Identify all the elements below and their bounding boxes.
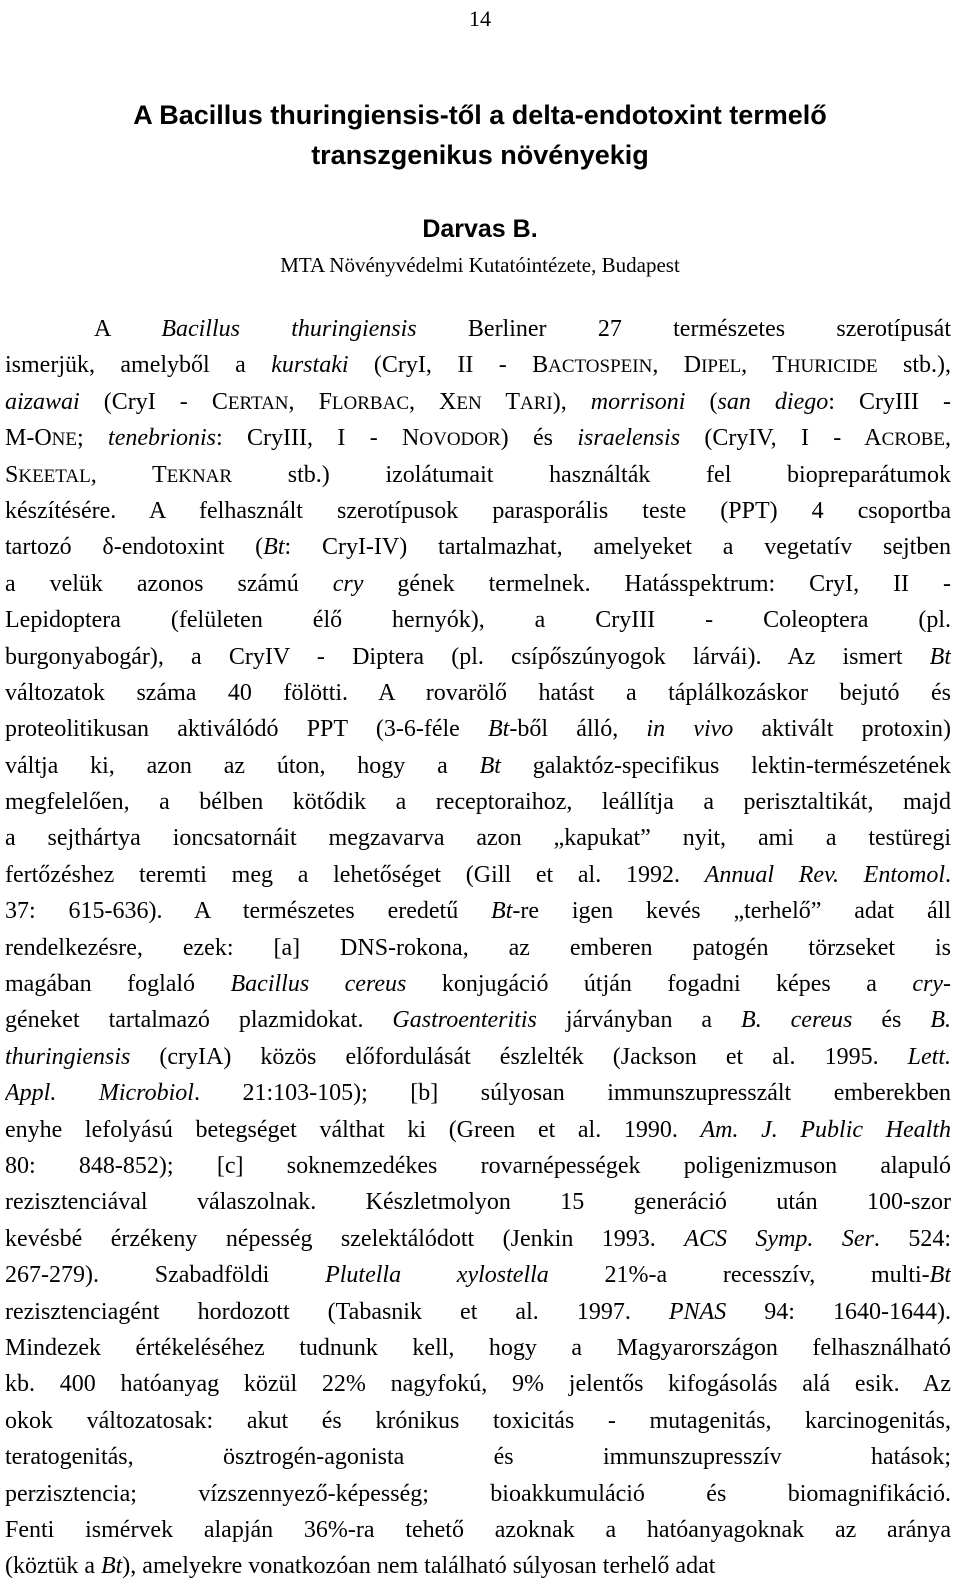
body-line: (köztük a Bt), amelyekre vonatkozóan nem található súlyosan terhelő adat xyxy=(5,1553,716,1580)
body-line: megfelelően, a bélben kötődik a receptoraihoz, leállítja a perisztaltikát, majd xyxy=(5,789,951,816)
body-line: 37: 615-636). A természetes eredetű Bt-re igen kevés „terhelő” adat áll xyxy=(5,898,951,925)
body-line: perzisztencia; vízszennyező-képesség; bioakkumuláció és biomagnifikáció. xyxy=(5,1480,951,1507)
body-line: kb. 400 hatóanyag közül 22% nagyfokú, 9% jelentős kifogásolás alá esik. Az xyxy=(5,1371,951,1398)
body-line: készítésére. A felhasznált szerotípusok parasporális teste (PPT) 4 csoportba xyxy=(5,497,951,524)
body-line: kevésbé érzékeny népesség szelektálódott (Jenkin 1993. ACS Symp. Ser. 524: xyxy=(5,1225,951,1252)
body-line: 80: 848-852); [c] soknemzedékes rovarnépességek poligenizmuson alapuló xyxy=(5,1152,951,1179)
title-line-1: A Bacillus thuringiensis-től a delta-endotoxint termelő xyxy=(133,100,827,130)
body-line: a velük azonos számú cry gének termelnek. Hatásspektrum: CryI, II - xyxy=(5,570,951,597)
body-line: váltja ki, azon az úton, hogy a Bt galaktóz-specifikus lektin-természetének xyxy=(5,752,951,779)
title-line-2: transzgenikus növényekig xyxy=(311,140,649,170)
affiliation: MTA Növényvédelmi Kutatóintézete, Budapest xyxy=(280,253,680,277)
body-line: rezisztenciagént hordozott (Tabasnik et al. 1997. PNAS 94: 1640-1644). xyxy=(5,1298,951,1325)
body-line: rezisztenciával válaszolnak. Készletmolyon 15 generáció után 100-szor xyxy=(5,1189,951,1216)
body-line: burgonyabogár), a CryIV - Diptera (pl. csípőszúnyogok lárvái). Az ismert Bt xyxy=(5,643,951,670)
body-line: M-ONE; tenebrionis: CryIII, I - NOVODOR) és israelensis (CryIV, I - ACROBE, xyxy=(5,425,951,452)
body-line: Fenti ismérvek alapján 36%-ra tehető azoknak a hatóanyagoknak az aránya xyxy=(5,1516,951,1543)
body-line: Appl. Microbiol. 21:103-105); [b] súlyosan immunszupresszált emberekben xyxy=(5,1080,951,1107)
body-paragraph xyxy=(5,311,951,1585)
body-line: ismerjük, amelyből a kurstaki (CryI, II - BACTOSPEIN, DIPEL, THURICIDE stb.), xyxy=(5,352,951,379)
body-line: SKEETAL, TEKNAR stb.) izolátumait használták fel biopreparátumok xyxy=(5,461,951,488)
body-line: Mindezek értékeléséhez tudnunk kell, hogy a Magyarországon felhasználható xyxy=(5,1334,951,1361)
body-line: 267-279). Szabadföldi Plutella xylostella 21%-a recesszív, multi-Bt xyxy=(5,1262,951,1289)
body-line: proteolitikusan aktiválódó PPT (3-6-féle Bt-ből álló, in vivo aktivált protoxin) xyxy=(5,716,951,743)
body-line: thuringiensis (cryIA) közös előfordulását észlelték (Jackson et al. 1995. Lett. xyxy=(5,1043,951,1070)
body-line: enyhe lefolyású betegséget válthat ki (Green et al. 1990. Am. J. Public Health xyxy=(5,1116,951,1143)
body-line: változatok száma 40 fölötti. A rovarölő hatást a táplálkozáskor bejutó és xyxy=(5,679,951,706)
body-line: okok változatosak: akut és krónikus toxicitás - mutagenitás, karcinogenitás, xyxy=(5,1407,951,1434)
author: Darvas B. xyxy=(422,215,538,243)
body-line: fertőzéshez teremti meg a lehetőséget (Gill et al. 1992. Annual Rev. Entomol. xyxy=(5,861,951,888)
page-number: 14 xyxy=(469,6,491,31)
article-title xyxy=(0,95,960,175)
body-line: aizawai (CryI - CERTAN, FLORBAC, XEN TARI), morrisoni (san diego: CryIII - xyxy=(5,388,951,415)
body-line: tartozó δ-endotoxint (Bt: CryI-IV) tartalmazhat, amelyeket a vegetatív sejtben xyxy=(5,534,951,561)
body-line: Lepidoptera (felületen élő hernyók), a CryIII - Coleoptera (pl. xyxy=(5,607,951,634)
body-line: géneket tartalmazó plazmidokat. Gastroenteritis járványban a B. cereus és B. xyxy=(5,1007,951,1034)
body-line: A Bacillus thuringiensis Berliner 27 természetes szerotípusát xyxy=(94,316,951,342)
body-line: rendelkezésre, ezek: [a] DNS-rokona, az emberen patogén törzseket is xyxy=(5,934,951,961)
body-line: magában foglaló Bacillus cereus konjugáció útján fogadni képes a cry- xyxy=(5,971,951,998)
body-line: a sejthártya ioncsatornáit megzavarva azon „kapukat” nyit, ami a testüregi xyxy=(5,825,951,852)
body-line: teratogenitás, ösztrogén-agonista és immunszupresszív hatások; xyxy=(5,1444,951,1471)
